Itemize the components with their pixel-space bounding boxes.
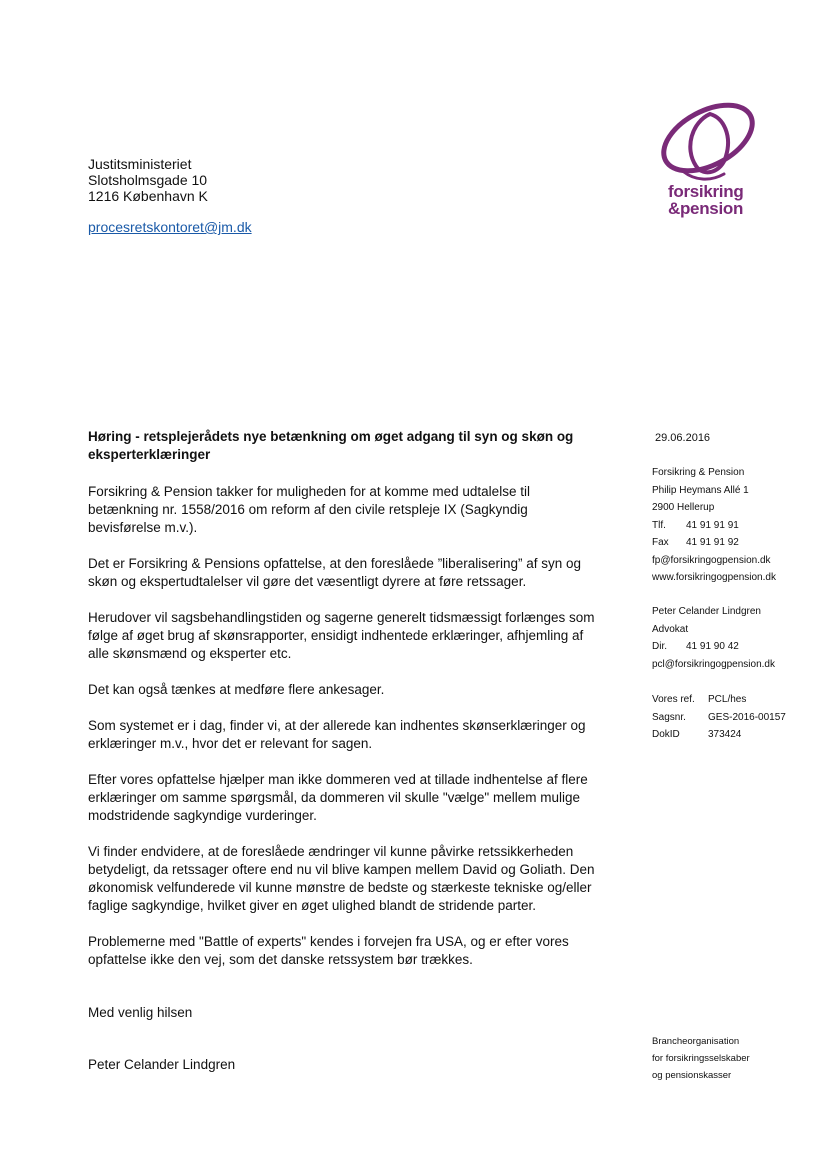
person-direct-phone: Dir. 41 91 90 42 xyxy=(652,641,739,652)
org-city: 2900 Hellerup xyxy=(652,502,715,513)
recipient-address xyxy=(88,156,208,204)
paragraph: Efter vores opfattelse hjælper man ikke dommeren ved at tillade indhentelse af flere erklæringer om samme spørgsmål, da dommeren vil skulle "vælge" mellem mulige modstridende sagkyndige vurderinger. xyxy=(88,772,588,823)
reference-block xyxy=(652,691,786,744)
logo-wordmark xyxy=(668,183,743,217)
sender-organization xyxy=(652,464,776,587)
letter-body xyxy=(88,483,600,987)
org-street: Philip Heymans Allé 1 xyxy=(652,484,749,496)
person-title: Advokat xyxy=(652,623,689,635)
org-fax: Fax 41 91 91 92 xyxy=(652,537,739,548)
paragraph: Det er Forsikring & Pensions opfattelse, at den foreslåede ”liberalisering” af syn og skøn og ekspertudtalelser vil gøre det væsentligt dyrere at føre retssager. xyxy=(88,556,582,589)
paragraph: Som systemet er i dag, finder vi, at der allerede kan indhentes skønserklæringer og erklæringer m.v., hvor det er relevant for sagen. xyxy=(88,718,586,751)
person-name: Peter Celander Lindgren xyxy=(652,606,761,617)
footer-line: og pensionskasser xyxy=(652,1070,732,1081)
letter-date: 29.06.2016 xyxy=(655,432,711,444)
org-email: fp@forsikringogpension.dk xyxy=(652,554,771,566)
paragraph: Vi finder endvidere, at de foreslåede ændringer vil kunne påvirke retssikkerheden betydeligt, da retssager oftere end nu vil blive kampen mellem David og Goliath. Den økonomisk velfunderede vil kunne mønstre de bedste og stærkeste tekniske og/eller faglige sagkyndige, hvilket giver en øget ulighed blandt de stridende parter. xyxy=(88,844,595,913)
trade-organization-footer xyxy=(652,1033,750,1084)
org-phone: Tlf. 41 91 91 91 xyxy=(652,519,739,531)
our-reference: Vores ref. PCL/hes xyxy=(652,694,747,705)
org-website: www.forsikringogpension.dk xyxy=(652,572,776,583)
footer-line: Brancheorganisation xyxy=(652,1036,740,1047)
paragraph: Problemerne med "Battle of experts" kendes i forvejen fra USA, og er efter vores opfattelse ikke den vej, som det danske retssystem bør trækkes. xyxy=(88,934,569,967)
recipient-city: 1216 København K xyxy=(88,188,208,204)
paragraph: Det kan også tænkes at medføre flere ankesager. xyxy=(88,682,385,697)
document-id: DokID 373424 xyxy=(652,729,742,740)
paragraph: Herudover vil sagsbehandlingstiden og sagerne generelt tidsmæssigt forlænges som følge af øget brug af skønsrapporter, ensidigt indhentede erklæringer, afhjemling af alle skønsmænd og eksperter etc. xyxy=(88,610,595,661)
footer-line: for forsikringsselskaber xyxy=(652,1053,750,1064)
sender-person xyxy=(652,603,775,673)
recipient-email-link[interactable]: procesretskontoret@jm.dk xyxy=(88,219,252,235)
letter-subject: Høring - retsplejerådets nye betænkning om øget adgang til syn og skøn og eksperterklæringer xyxy=(88,429,574,462)
org-name: Forsikring & Pension xyxy=(652,467,745,478)
recipient-street: Slotsholmsgade 10 xyxy=(88,172,208,188)
person-email: pcl@forsikringogpension.dk xyxy=(652,658,775,670)
logo-line-1: forsikring xyxy=(668,182,744,201)
paragraph: Forsikring & Pension takker for muligheden for at komme med udtalelse til betænkning nr. 1558/2016 om reform af den civile retspleje IX (Sagkyndig bevisførelse m.v.). xyxy=(88,484,530,535)
case-number: Sagsnr. GES-2016-00157 xyxy=(652,711,786,723)
signature: Peter Celander Lindgren xyxy=(88,1057,236,1072)
recipient-name: Justitsministeriet xyxy=(88,156,192,172)
closing: Med venlig hilsen xyxy=(88,1005,193,1020)
logo-line-2: &pension xyxy=(668,199,744,218)
